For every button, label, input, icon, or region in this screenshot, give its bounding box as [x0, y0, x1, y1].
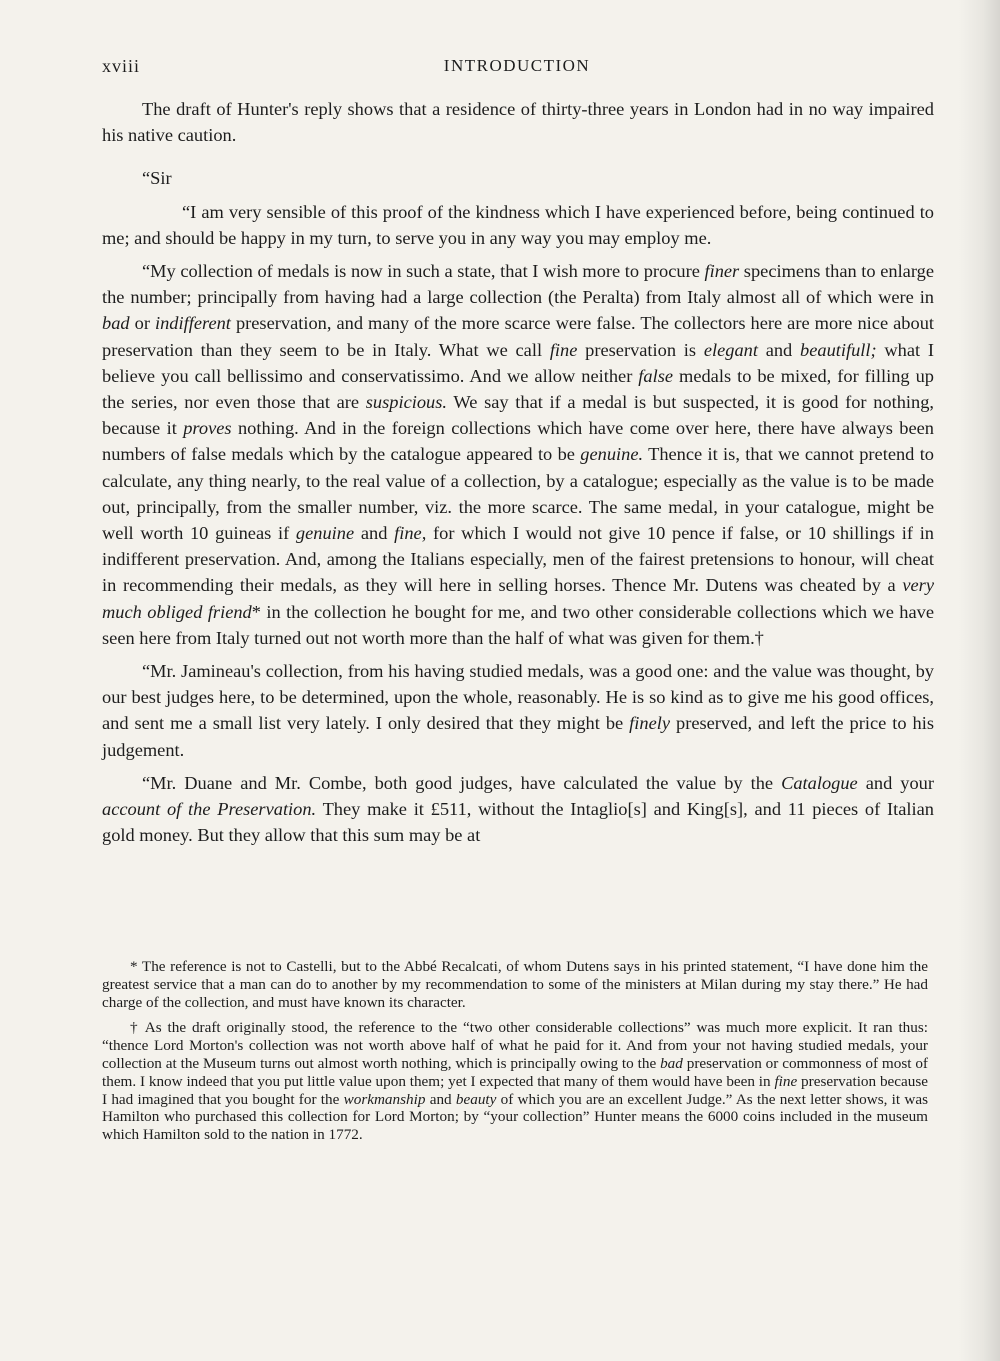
italic-run: finer: [704, 261, 740, 282]
italic-run: bad: [102, 313, 130, 334]
italic-run: proves: [183, 418, 232, 439]
text-run: and: [757, 339, 801, 360]
text-run: nothing. And in the foreign collections which have come over here, there have always been numbers of false medals which by the catalogue appeared to be: [102, 418, 934, 465]
page-number: xviii: [102, 56, 141, 76]
text-run: * in the collection he bought for me, and two other considerable collections which we have seen here from Italy turned out not worth more than the half of what was given for them.†: [102, 601, 935, 648]
text-run: specimens than to enlarge the number; principally from having had a large collection (the Peralta) from Italy almost all of which were in: [102, 261, 934, 308]
letter-paragraph-1: “I am very sensible of this proof of the kindness which I have experienced before, being continued to me; and should be happy in my turn, to serve you in any way you may employ me.: [102, 201, 934, 248]
text-run: preservation is: [577, 339, 704, 360]
text-run: or: [129, 313, 155, 334]
text-run: Thence it is, that we cannot pretend to calculate, any thing nearly, to the real value of a collection, by a catalogue; especially as the value is to be made out, principally, from the smaller number, viz. the more scarce. The same medal, in your catalogue, might be well worth 10 guineas if: [102, 444, 934, 544]
text-run: preservation or commonness of most of them. I know indeed that you put little value upon them; yet I expected that many of them would have been in: [102, 1054, 928, 1090]
text-run: and: [354, 523, 395, 544]
main-text: [102, 96, 934, 848]
italic-run: genuine: [295, 523, 355, 544]
italic-run: beauty: [455, 1090, 497, 1108]
text-run: preserved, and left the price to his judgement.: [102, 713, 934, 760]
text-run: medals to be mixed, for filling up the series, nor even those that are: [102, 365, 934, 413]
italic-run: indifferent: [154, 313, 231, 334]
letter-paragraph-4: [102, 770, 934, 849]
text-run: of which you are an excellent Judge.” As the next letter shows, it was Hamilton who purchased this collection for Lord Morton; by “your collection” Hunter means the 6000 coins included in the museum which Hamilton sold to the nation in 1772.: [102, 1090, 928, 1144]
letter-paragraph-2: [102, 258, 934, 651]
letter-paragraph-3: [102, 658, 934, 763]
text-run: what I believe you call bellissimo and conservatissimo. And we allow neither: [102, 339, 935, 386]
italic-run: beautifull;: [800, 339, 877, 360]
text-run: preservation because I had imagined that you bought for the: [102, 1072, 929, 1108]
letter-salutation: “Sir: [142, 168, 172, 189]
text-run: We say that if a medal is but suspected, it is good for nothing, because it: [102, 392, 934, 439]
text-run: for which I would not give 10 pence if false, or 10 shillings if in indifferent preservation. And, among the Italians especially, men of the fairest pretensions to honour, will cheat in recommending their medals, as they will here in selling horses. Thence Mr. Dutens was cheated by a: [102, 523, 935, 596]
text-run: † As the draft originally stood, the reference to the “two other considerable collections” was much more explicit. It ran thus: “thence Lord Morton's collection was not worth above half of what he paid for it. And from your not having studied medals, your collection at the Museum turns out almost worth nothing, which is principally owing to the: [102, 1019, 928, 1072]
running-head: [102, 56, 932, 82]
italic-run: genuine.: [580, 444, 644, 465]
binding-shadow: [958, 0, 1000, 1361]
footnote-asterisk: * The reference is not to Castelli, but to the Abbé Recalcati, of whom Dutens says in his printed statement, “I have done him the greatest service that a man can do to another by my recommendation to some of the ministers at Milan during my stay there.” He had charge of the collection, and must have known its character.: [102, 958, 928, 1011]
italic-run: finely: [629, 713, 671, 734]
footnotes: [102, 958, 928, 1144]
italic-run: fine: [774, 1072, 798, 1090]
text-run: They make it £511, without the Intaglio[s] and King[s], and 11 pieces of Italian gold money. But they allow that this sum may be at: [102, 799, 934, 846]
intro-paragraph: The draft of Hunter's reply shows that a residence of thirty-three years in London had in no way impaired his native caution.: [102, 99, 934, 146]
italic-run: suspicious.: [365, 392, 447, 413]
text-run: “Mr. Jamineau's collection, from his having studied medals, was a good one: and the value was thought, by our best judges here, to be determined, upon the whole, reasonably. He is so kind as to give me his good offices, and sent me a small list very lately. I only desired that they might be: [102, 661, 934, 734]
italic-run: elegant: [703, 339, 758, 360]
text-run: preservation, and many of the more scarce were false. The collectors here are more nice about preservation than they seem to be in Italy. What we call: [102, 313, 934, 360]
italic-run: fine,: [394, 523, 427, 544]
text-run: and your: [857, 772, 934, 793]
running-title: INTRODUCTION: [443, 56, 591, 75]
italic-run: Catalogue: [781, 772, 858, 793]
italic-run: false: [638, 365, 674, 386]
footnote-dagger: [102, 1019, 928, 1144]
italic-run: workmanship: [343, 1090, 426, 1108]
italic-run: account of the Preservation.: [102, 799, 317, 820]
italic-run: fine: [549, 339, 578, 360]
text-run: “Mr. Duane and Mr. Combe, both good judges, have calculated the value by the: [142, 772, 782, 793]
text-run: and: [425, 1090, 456, 1108]
italic-run: very much obliged friend: [102, 575, 934, 622]
italic-run: bad: [660, 1054, 683, 1072]
text-run: “My collection of medals is now in such a state, that I wish more to procure: [142, 261, 705, 282]
